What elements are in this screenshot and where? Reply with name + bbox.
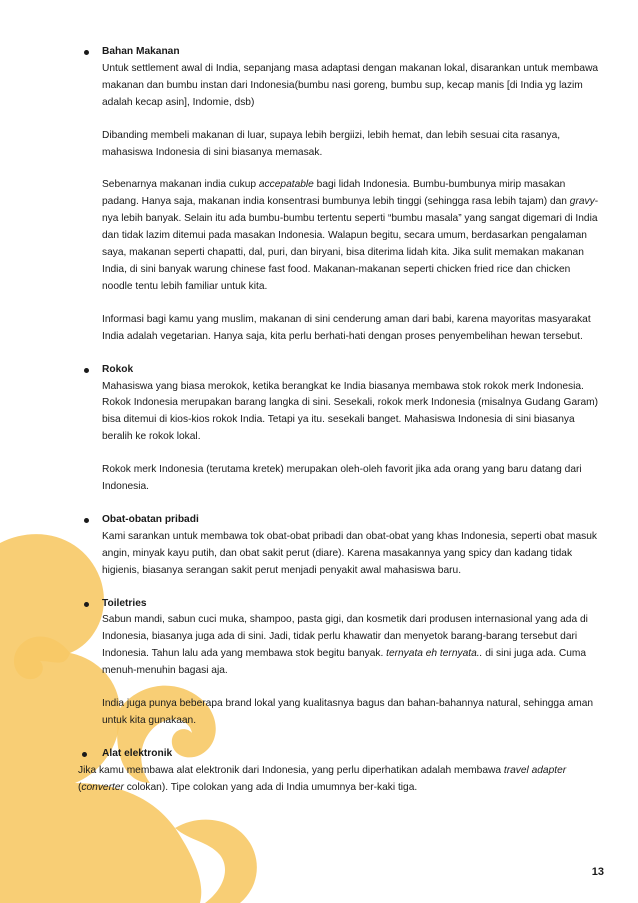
italic-text: travel adapter: [503, 764, 567, 776]
item-paragraph: [102, 61, 600, 112]
bullet-icon: [84, 50, 89, 55]
text-segment: colokan). Tipe colokan yang ada di India umumnya ber-kaki tiga.: [123, 781, 418, 793]
item-title: Alat elektronik: [102, 747, 173, 759]
bullet-icon: [84, 602, 89, 607]
item-paragraph: [78, 763, 610, 797]
item-paragraph: [102, 529, 600, 580]
item-title: Rokok: [102, 363, 134, 375]
italic-text: converter: [81, 781, 124, 793]
text-segment: bagi lidah Indonesia. Bumbu-bumbunya mirip masakan padang. Hanya saja, makanan india konsentrasi bumbunya lebih tinggi (sehingga rasa lebih tajam) dan: [102, 179, 570, 208]
italic-text: ternyata eh ternyata..: [386, 648, 483, 660]
item-paragraph: [102, 379, 600, 447]
text-segment: Rokok merk Indonesia (terutama kretek) merupakan oleh-oleh favorit jika ada orang yang baru datang dari Indonesia.: [102, 464, 582, 493]
list-item: [80, 512, 600, 580]
document-body: [80, 44, 600, 797]
item-paragraph: [102, 696, 600, 730]
text-segment: di sini juga ada. Cuma menuh-menuhin bagasi aja.: [102, 648, 587, 677]
bullet-icon: [84, 368, 89, 373]
page-number: 13: [591, 866, 604, 878]
item-paragraph: [102, 128, 600, 162]
item-paragraph: [102, 612, 600, 680]
item-paragraph: [102, 462, 600, 496]
text-segment: Untuk settlement awal di India, sepanjang masa adaptasi dengan makanan lokal, disarankan untuk membawa makanan dan bumbu instan dari Indonesia(bumbu nasi goreng, bumbu sup, kecap manis [di India yg lazim adalah kecap asin], Indomie, dsb): [102, 62, 599, 108]
text-segment: Mahasiswa yang biasa merokok, ketika berangkat ke India biasanya membawa stok rokok merk Indonesia. Rokok Indonesia merupakan barang langka di sini. Sesekali, rokok merk Indonesia (misalnya Gudang Garam) bisa ditemui di kios-kios rokok India. Tetapi ya itu. sesekali banget. Mahasiswa Indonesia di sini biasanya beralih ke rokok lokal.: [102, 380, 599, 443]
list-item: [80, 44, 600, 346]
text-segment: Dibanding membeli makanan di luar, supaya lebih bergiizi, lebih hemat, dan lebih sesuai cita rasanya, mahasiswa Indonesia di sini biasanya memasak.: [102, 129, 561, 158]
text-segment: Sebenarnya makanan india cukup: [102, 179, 259, 191]
list-item: [80, 362, 600, 496]
text-segment: Informasi bagi kamu yang muslim, makanan di sini cenderung aman dari babi, karena mayoritas masyarakat India adalah vegetarian. Hanya saja, kita perlu berhati-hati dengan proses penyembelihan hewan tersebut.: [102, 313, 591, 342]
item-paragraph: [102, 177, 600, 295]
text-segment: -nya lebih banyak. Selain itu ada bumbu-bumbu tertentu seperti “bumbu masala” yang sangat digemari di India dan tidak lazim ditemui pada masakan Indonesia. Walapun begitu, secara umum, berdasarkan pengalaman saya, makanan seperti chapatti, dal, puri, dan biryani, bisa diterima lidah kita. Jika sulit memakan makanan India, di sini banyak warung chinese fast food. Makanan-makanan seperti chicken fried rice dan chicken noodle tentu lebih familiar untuk kita.: [102, 196, 599, 292]
text-segment: Jika kamu membawa alat elektronik dari Indonesia, yang perlu diperhatikan adalah membawa: [78, 764, 504, 776]
list-item: [80, 596, 600, 730]
text-segment: Sabun mandi, sabun cuci muka, shampoo, pasta gigi, dan kosmetik dari produsen internasional yang ada di Indonesia, biasanya juga ada di sini. Jadi, tidak perlu khawatir dan menyetok barang-barang tersebut dari Indonesia. Tahun lalu ada yang membawa stok begitu banyak.: [102, 614, 588, 660]
text-segment: India juga punya beberapa brand lokal yang kualitasnya bagus dan bahan-bahannya natural, sehingga aman untuk kita gunakaan.: [102, 698, 594, 726]
item-title: Toiletries: [102, 597, 147, 609]
italic-text: accepatable: [258, 179, 314, 191]
italic-text: gravy: [569, 196, 595, 208]
item-title: Obat-obatan pribadi: [102, 513, 199, 525]
bullet-icon: [82, 752, 87, 757]
list-item-alat-elektronik: [78, 746, 610, 797]
item-paragraph: [102, 312, 600, 346]
item-title: Bahan Makanan: [102, 46, 180, 57]
text-segment: (: [78, 781, 82, 793]
bullet-icon: [84, 518, 89, 523]
text-segment: Kami sarankan untuk membawa tok obat-obat pribadi dan obat-obat yang khas Indonesia, seperti obat masuk angin, minyak kayu putih, dan obat sakit perut (diare). Karena masakannya yang spicy dan kadang tidak higienis, biasanya serangan sakit perut menjadi penyakit awal mahasiswa baru.: [102, 530, 597, 576]
